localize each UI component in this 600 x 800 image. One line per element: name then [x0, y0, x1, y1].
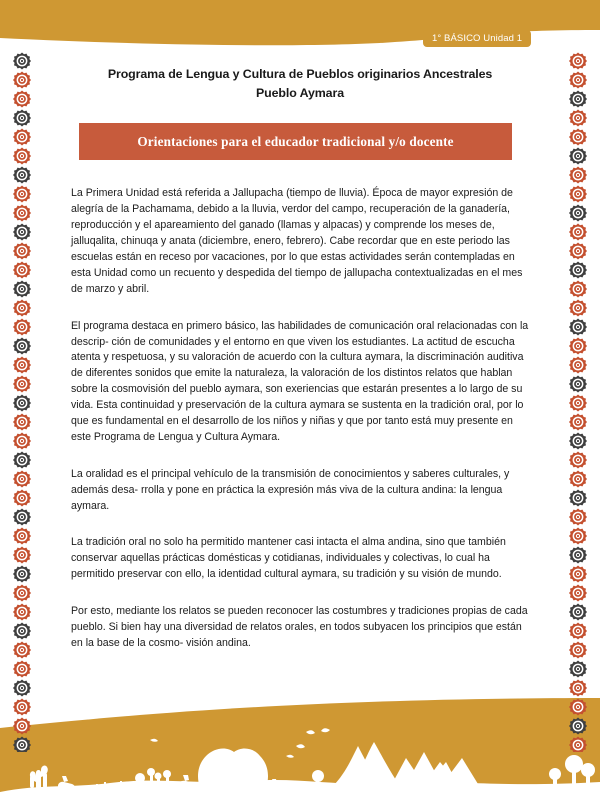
rosette-icon [569, 185, 587, 203]
rosette-icon [569, 71, 587, 89]
rosette-icon [569, 622, 587, 640]
document-content [40, 52, 560, 652]
rosette-icon [569, 736, 587, 752]
rosette-icon [13, 470, 31, 488]
rosette-icon [569, 318, 587, 336]
rosette-icon [13, 109, 31, 127]
rosette-icon [13, 679, 31, 697]
rosette-icon [13, 204, 31, 222]
rosette-icon [13, 584, 31, 602]
rosette-icon [13, 736, 31, 752]
rosette-icon [569, 204, 587, 222]
body-paragraph: La Primera Unidad está referida a Jallupacha (tiempo de lluvia). Época de mayor expresión de alegría de la Pachamama, debido a la lluvia, verdor del campo, recuperación de la ganadería, reproducción y el apareamiento del ganado (llamas y alpacas) y comprende los meses de, jalluqalita, chinuqa y anata (diciembre, enero, febrero). Cabe recordar que en este periodo las escuelas están en receso por vacaciones, por lo que estas actividades serán contempladas en esta Unidad como un recuento y despedida del tiempo de jallupacha contextualizadas en el mes de marzo y abril. [71, 187, 523, 295]
rosette-icon [13, 128, 31, 146]
rosette-icon [13, 71, 31, 89]
rosette-icon [569, 90, 587, 108]
section-banner-label: Orientaciones para el educador tradicional y/o docente [137, 133, 454, 149]
rosette-icon [13, 242, 31, 260]
rosette-icon [13, 413, 31, 431]
rosette-icon [569, 698, 587, 716]
body-paragraph: Por esto, mediante los relatos se pueden reconocer las costumbres y tradiciones propias de cada pueblo. Si bien hay una diversidad de relatos orales, en todos subyacen los principios que están en la base de la cosmo- visión andina. [71, 605, 528, 649]
rosette-icon [569, 109, 587, 127]
rosette-icon [13, 698, 31, 716]
body-paragraph: El programa destaca en primero básico, las habilidades de comunicación oral relacionadas con la descrip- ción de comunidades y el entorno en que viven los estudiantes. La actitud de escucha atenta y respetuosa, y su valoración de acuerdo con la cultura aymara, la discriminación auditiva de diferentes sonidos que emite la naturaleza, la valoración de los distintos relatos que hablan sobre la cosmovisión del pueblo aymara, son exeriencias que estarán presentes a lo largo de su vida. Esta continuidad y preservación de la cultura aymara se sustenta en la tradición oral, por lo que es fundamental en el desarrollo de los niños y niñas y que por tanto está muy presente en este Programa de Lengua y Cultura Aymara. [71, 319, 529, 443]
rosette-icon [13, 166, 31, 184]
rosette-icon [569, 280, 587, 298]
rosette-icon [569, 679, 587, 697]
rosette-icon [569, 242, 587, 260]
unit-tab-badge: 1° BÁSICO Unidad 1 [423, 30, 531, 47]
rosette-icon [569, 584, 587, 602]
rosette-icon [569, 128, 587, 146]
rosette-icon [13, 508, 31, 526]
rosette-icon [13, 299, 31, 317]
body-paragraph: La oralidad es el principal vehículo de la transmisión de conocimientos y saberes culturales, y además desa- rrolla y pone en práctica la expresión más viva de la cultura andina: la lengua aymara. [71, 467, 510, 512]
rosette-icon [569, 641, 587, 659]
rosette-icon [13, 394, 31, 412]
rosette-icon [13, 185, 31, 203]
page-title [40, 52, 560, 103]
rosette-icon [569, 717, 587, 735]
rosette-icon [569, 337, 587, 355]
rosette-icon [569, 489, 587, 507]
rosette-icon [13, 546, 31, 564]
rosette-icon [569, 527, 587, 545]
andean-landscape-silhouette [0, 688, 600, 800]
rosette-icon [13, 261, 31, 279]
rosette-icon [13, 90, 31, 108]
rosette-icon [569, 660, 587, 678]
body-paragraph: La tradición oral no solo ha permitido mantener casi intacta el alma andina, sino que también conservar aquellas prácticas domésticas y cotidianas, individuales y colectivas, lo cual ha permitido preservar con ello, la identidad cultural aymara, su tradición y su visión de mundo. [71, 536, 506, 581]
rosette-icon [13, 622, 31, 640]
rosette-icon [13, 52, 31, 70]
andean-rosette-border-right [563, 52, 593, 752]
rosette-icon [569, 375, 587, 393]
rosette-icon [13, 641, 31, 659]
rosette-icon [569, 223, 587, 241]
rosette-icon [13, 223, 31, 241]
rosette-icon [569, 356, 587, 374]
rosette-icon [569, 261, 587, 279]
rosette-icon [569, 470, 587, 488]
rosette-icon [13, 717, 31, 735]
page-title-line-1: Programa de Lengua y Cultura de Pueblos originarios Ancestrales [107, 67, 493, 81]
rosette-icon [13, 660, 31, 678]
andean-rosette-border-left [7, 52, 37, 752]
rosette-icon [569, 603, 587, 621]
rosette-icon [569, 508, 587, 526]
rosette-icon [569, 546, 587, 564]
rosette-icon [569, 52, 587, 70]
rosette-icon [13, 603, 31, 621]
rosette-icon [13, 280, 31, 298]
rosette-icon [569, 451, 587, 469]
rosette-icon [13, 147, 31, 165]
rosette-icon [569, 432, 587, 450]
rosette-icon [13, 489, 31, 507]
rosette-icon [13, 565, 31, 583]
rosette-icon [569, 147, 587, 165]
rosette-icon [13, 337, 31, 355]
body-copy [71, 186, 531, 651]
rosette-icon [569, 299, 587, 317]
section-banner [79, 123, 512, 160]
rosette-icon [13, 432, 31, 450]
rosette-icon [13, 451, 31, 469]
rosette-icon [13, 527, 31, 545]
rosette-icon [569, 166, 587, 184]
rosette-icon [569, 394, 587, 412]
rosette-icon [13, 356, 31, 374]
rosette-icon [569, 565, 587, 583]
rosette-icon [569, 413, 587, 431]
rosette-icon [13, 375, 31, 393]
rosette-icon [13, 318, 31, 336]
page-title-line-2: Pueblo Aymara [256, 86, 344, 101]
